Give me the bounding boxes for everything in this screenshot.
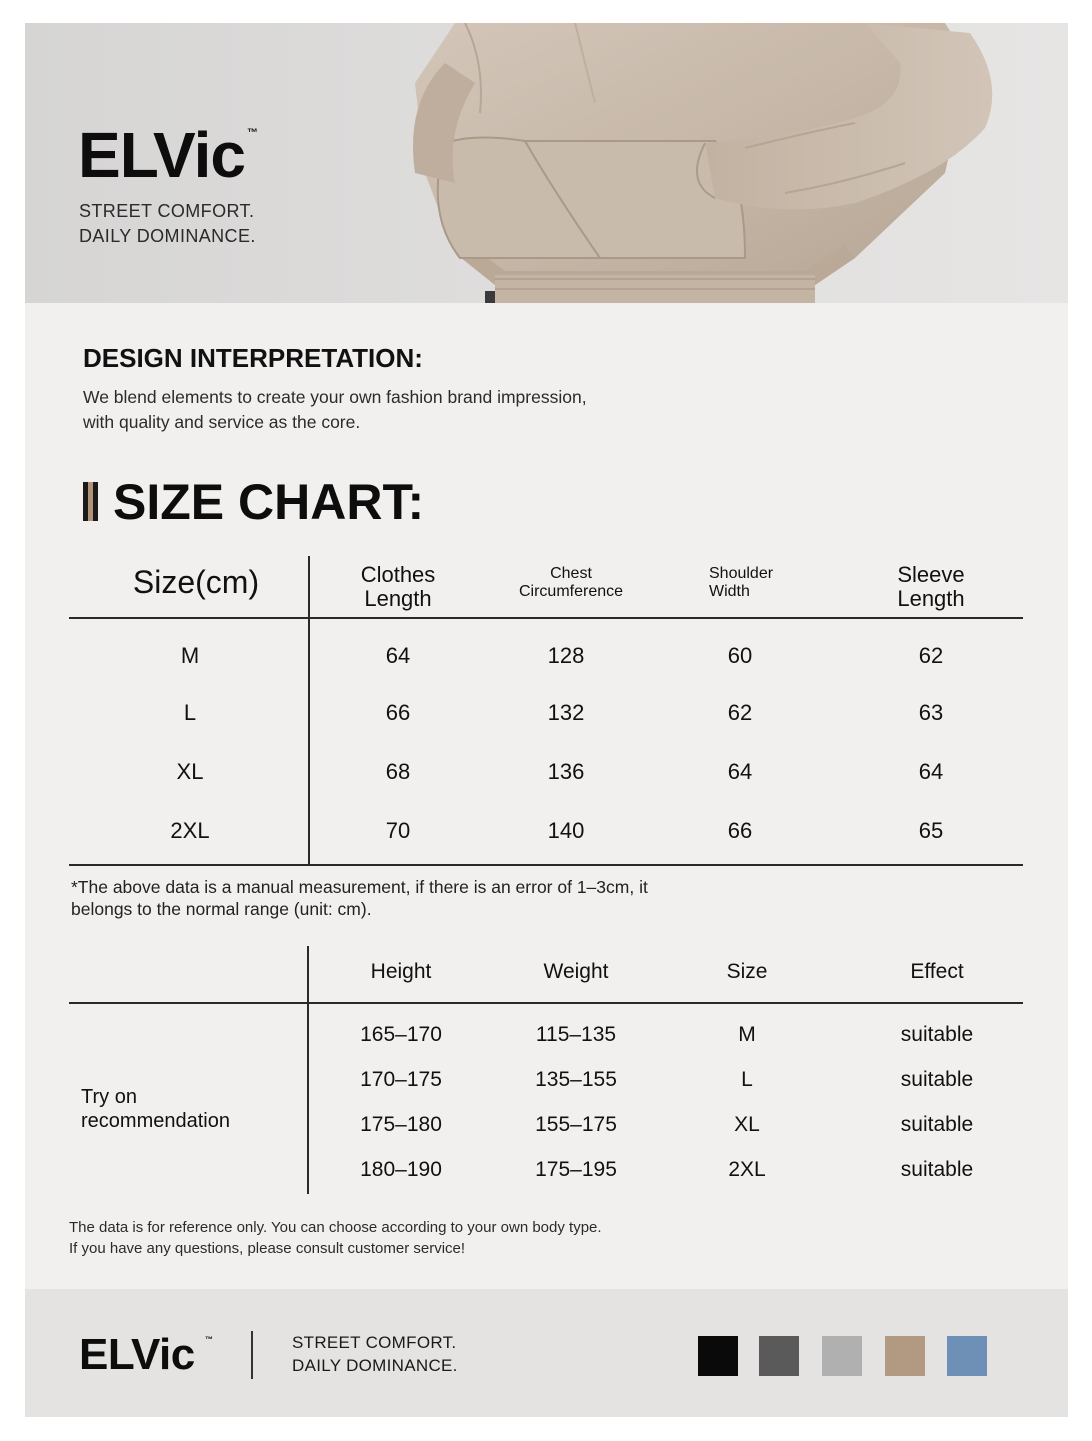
rec-size: XL: [734, 1113, 760, 1136]
design-line-1: We blend elements to create your own fashion brand impression,: [83, 387, 587, 407]
size-value: 62: [727, 700, 753, 725]
measurement-note: [71, 876, 648, 920]
try-on-line-1: Try on: [81, 1086, 137, 1108]
size-table-header-rule: [69, 617, 1023, 619]
rec-weight: 175–195: [535, 1158, 617, 1181]
hero-tagline: [79, 199, 256, 249]
footer-divider: [251, 1331, 253, 1379]
size-value: 66: [727, 818, 753, 843]
size-value: 62: [918, 643, 944, 668]
footer-tagline-line-1: STREET COMFORT.: [292, 1333, 457, 1352]
design-title: DESIGN INTERPRETATION:: [83, 343, 423, 373]
brand-logo: ELVic: [78, 119, 245, 191]
note-line-2: belongs to the normal range (unit: cm).: [71, 899, 372, 919]
size-value: 68: [385, 759, 411, 784]
rec-size: M: [738, 1023, 756, 1046]
size-value: 65: [918, 818, 944, 843]
col-header-shoulder: [709, 565, 773, 601]
hero-banner: [25, 23, 1068, 303]
footer-tagline-line-2: DAILY DOMINANCE.: [292, 1356, 458, 1375]
trademark-mark: ™: [247, 127, 258, 139]
col-header-sleeve-length: [897, 563, 964, 611]
rec-header-size: Size: [726, 960, 768, 983]
rec-effect: suitable: [900, 1023, 974, 1046]
footer-trademark-mark: ™: [205, 1335, 213, 1344]
col-header-line: Sleeve: [897, 562, 965, 587]
rec-effect: suitable: [900, 1158, 974, 1181]
size-value: 136: [547, 759, 585, 784]
rec-header-height: Height: [370, 960, 432, 983]
color-swatch-light-gray[interactable]: [822, 1336, 862, 1376]
color-swatch-dark-gray[interactable]: [759, 1336, 799, 1376]
footer-tagline: [292, 1331, 458, 1377]
size-chart-title: SIZE CHART:: [113, 474, 425, 530]
size-value: 140: [547, 818, 585, 843]
size-chart-page: [25, 23, 1068, 1417]
rec-header-weight: Weight: [543, 960, 609, 983]
size-value: 64: [918, 759, 944, 784]
title-accent-bar: [83, 482, 98, 521]
size-value: 60: [727, 643, 753, 668]
footer-brand-logo: ELVic: [79, 1330, 195, 1379]
rec-size: L: [741, 1068, 753, 1091]
col-header-chest: [519, 565, 623, 601]
col-header-line: Shoulder: [709, 565, 774, 582]
col-header-line: Length: [364, 586, 432, 611]
size-table-divider: [308, 556, 310, 865]
rec-weight: 155–175: [535, 1113, 617, 1136]
design-text: [83, 385, 587, 435]
size-label: 2XL: [170, 818, 210, 843]
tagline-line-2: DAILY DOMINANCE.: [79, 226, 256, 246]
try-on-label: [81, 1085, 230, 1133]
col-header-line: Width: [709, 583, 750, 600]
design-line-2: with quality and service as the core.: [83, 412, 361, 432]
disclaimer: [69, 1217, 602, 1259]
note-line-1: *The above data is a manual measurement, if there is an error of 1–3cm, it: [71, 877, 648, 897]
rec-size: 2XL: [728, 1158, 766, 1181]
rec-weight: 135–155: [535, 1068, 617, 1091]
disclaimer-line-1: The data is for reference only. You can choose according to your own body type.: [69, 1219, 602, 1236]
col-header-line: Clothes: [360, 562, 436, 587]
footer: [25, 1289, 1068, 1417]
rec-height: 170–175: [360, 1068, 442, 1091]
size-value: 63: [918, 700, 944, 725]
size-value: 132: [547, 700, 585, 725]
size-value: 64: [385, 643, 411, 668]
rec-header-effect: Effect: [910, 960, 964, 983]
size-label: XL: [176, 759, 204, 784]
col-header-clothes-length: [361, 563, 436, 611]
try-on-line-2: recommendation: [81, 1110, 230, 1132]
size-table-bottom-rule: [69, 864, 1023, 866]
hoodie-photo: [385, 23, 1068, 303]
rec-height: 180–190: [360, 1158, 442, 1181]
size-label: L: [183, 700, 197, 725]
rec-weight: 115–135: [535, 1023, 617, 1046]
col-header-line: Length: [897, 586, 965, 611]
rec-height: 165–170: [360, 1023, 442, 1046]
color-swatch-blue[interactable]: [947, 1336, 987, 1376]
color-swatch-khaki[interactable]: [885, 1336, 925, 1376]
size-value: 128: [547, 643, 585, 668]
size-header: Size(cm): [132, 564, 260, 600]
color-swatch-black[interactable]: [698, 1336, 738, 1376]
rec-table-divider: [307, 946, 309, 1194]
tagline-line-1: STREET COMFORT.: [79, 201, 255, 221]
size-value: 70: [385, 818, 411, 843]
size-label: M: [180, 643, 200, 668]
col-header-line: Chest: [550, 565, 592, 582]
rec-height: 175–180: [360, 1113, 442, 1136]
rec-table-header-rule: [69, 1002, 1023, 1004]
rec-effect: suitable: [900, 1113, 974, 1136]
rec-effect: suitable: [900, 1068, 974, 1091]
disclaimer-line-2: If you have any questions, please consult customer service!: [69, 1240, 466, 1257]
size-value: 64: [727, 759, 753, 784]
col-header-line: Circumference: [518, 583, 624, 600]
size-value: 66: [385, 700, 411, 725]
